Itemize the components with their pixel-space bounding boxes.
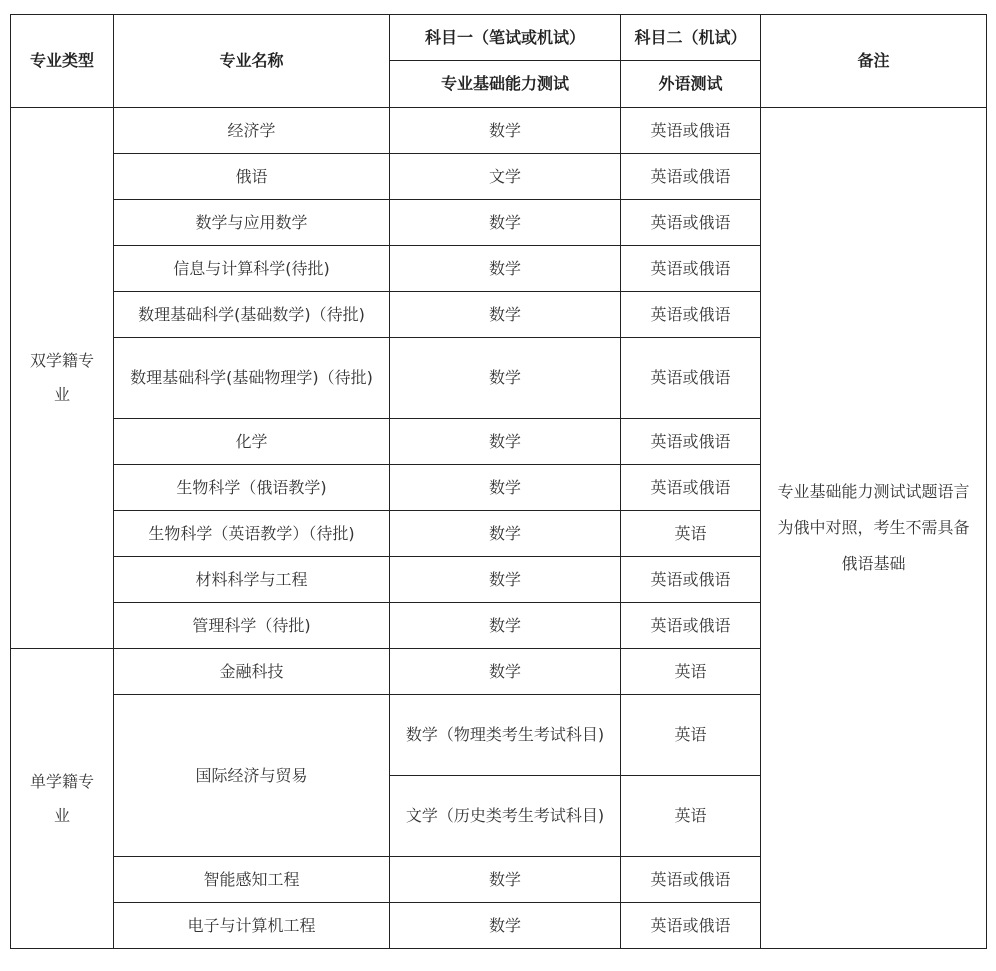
subject1-cell: 文学（历史类考生考试科目) [390, 776, 621, 857]
header-remark: 备注 [761, 15, 987, 108]
language-cell: 英语或俄语 [621, 857, 761, 903]
header-major-name: 专业名称 [114, 15, 390, 108]
major-name: 国际经济与贸易 [114, 695, 390, 857]
major-name: 俄语 [114, 154, 390, 200]
major-name: 化学 [114, 419, 390, 465]
language-cell: 英语或俄语 [621, 557, 761, 603]
group-label-double: 双学籍专业 [11, 108, 114, 649]
major-name: 电子与计算机工程 [114, 903, 390, 949]
subject1-cell: 数学 [390, 603, 621, 649]
subject1-cell: 数学 [390, 338, 621, 419]
subject1-cell: 数学 [390, 246, 621, 292]
subject1-cell: 数学 [390, 857, 621, 903]
language-cell: 英语或俄语 [621, 419, 761, 465]
subject1-cell: 数学（物理类考生考试科目) [390, 695, 621, 776]
major-name: 生物科学（俄语教学) [114, 465, 390, 511]
subject1-cell: 数学 [390, 511, 621, 557]
subject1-cell: 文学 [390, 154, 621, 200]
language-cell: 英语 [621, 695, 761, 776]
language-cell: 英语或俄语 [621, 465, 761, 511]
subject1-cell: 数学 [390, 292, 621, 338]
major-name: 金融科技 [114, 649, 390, 695]
admission-subjects-table [10, 14, 987, 949]
language-cell: 英语 [621, 511, 761, 557]
header-subject1-sub: 专业基础能力测试 [390, 61, 621, 108]
major-name: 生物科学（英语教学）（待批) [114, 511, 390, 557]
subject1-cell: 数学 [390, 557, 621, 603]
language-cell: 英语 [621, 776, 761, 857]
language-cell: 英语或俄语 [621, 338, 761, 419]
major-name: 数理基础科学(基础物理学)（待批) [114, 338, 390, 419]
major-name: 经济学 [114, 108, 390, 154]
subject1-cell: 数学 [390, 200, 621, 246]
header-major-type: 专业类型 [11, 15, 114, 108]
group-label-single: 单学籍专业 [11, 649, 114, 949]
major-name: 材料科学与工程 [114, 557, 390, 603]
language-cell: 英语或俄语 [621, 154, 761, 200]
admission-table-container [10, 14, 987, 949]
language-cell: 英语或俄语 [621, 603, 761, 649]
subject1-cell: 数学 [390, 649, 621, 695]
major-name: 信息与计算科学(待批) [114, 246, 390, 292]
major-name: 智能感知工程 [114, 857, 390, 903]
subject1-cell: 数学 [390, 419, 621, 465]
subject1-cell: 数学 [390, 108, 621, 154]
language-cell: 英语或俄语 [621, 200, 761, 246]
language-cell: 英语或俄语 [621, 292, 761, 338]
major-name: 数理基础科学(基础数学)（待批) [114, 292, 390, 338]
subject1-cell: 数学 [390, 465, 621, 511]
header-subject1-title: 科目一（笔试或机试） [390, 15, 621, 61]
language-cell: 英语或俄语 [621, 246, 761, 292]
header-subject2-sub: 外语测试 [621, 61, 761, 108]
major-name: 管理科学（待批) [114, 603, 390, 649]
subject1-cell: 数学 [390, 903, 621, 949]
language-cell: 英语或俄语 [621, 903, 761, 949]
header-subject2-title: 科目二（机试） [621, 15, 761, 61]
language-cell: 英语或俄语 [621, 108, 761, 154]
language-cell: 英语 [621, 649, 761, 695]
remark-cell: 专业基础能力测试试题语言为俄中对照，考生不需具备俄语基础 [761, 108, 987, 949]
header-row-1 [11, 15, 987, 61]
major-name: 数学与应用数学 [114, 200, 390, 246]
table-row [11, 108, 987, 154]
